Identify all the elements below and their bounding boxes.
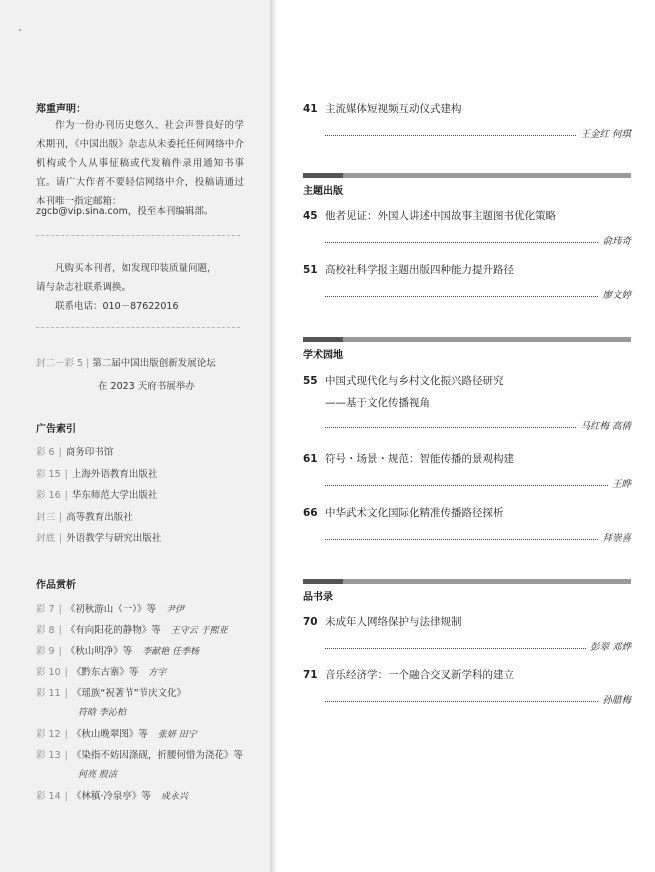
- section-header: [303, 337, 631, 361]
- art-title: 《有向阳花的静物》等: [65, 625, 161, 636]
- ad-code: 彩 6: [36, 447, 55, 458]
- section-title: 主题出版: [303, 186, 343, 197]
- art-title: 《染指不妨因涤砚，折腰何惜为浇花》等: [71, 750, 243, 761]
- section-header: [303, 173, 631, 197]
- article-title: 高校社科学报主题出版四种能力提升路径: [325, 264, 514, 276]
- article-title: 音乐经济学：一个融合交叉新学科的建立: [325, 669, 514, 681]
- art-artists: 何亮 殷洁: [78, 770, 117, 780]
- art-code: 彩 7: [36, 604, 55, 615]
- contact-phone: 联系电话：010－87622016: [55, 301, 179, 312]
- divider: [36, 235, 240, 236]
- left-info-column: [0, 0, 270, 872]
- section-bar: [303, 337, 631, 342]
- article-title: 中华武术文化国际化精准传播路径探析: [325, 507, 504, 519]
- list-item[interactable]: 彩 13 | 《染指不妨因涤砚，折腰何惜为浇花》等 何亮 殷洁: [36, 747, 261, 788]
- article-title: 主流媒体短视频互动仪式建构: [325, 103, 462, 115]
- list-item[interactable]: 彩 9 | 《秋山明净》等 李献艳 任季杨: [36, 643, 261, 664]
- article-title: 未成年人网络保护与法律规制: [325, 616, 462, 628]
- divider: [36, 327, 240, 328]
- art-code: 彩 10: [36, 667, 61, 678]
- list-item[interactable]: 彩 7 | 《初秋游山（一）》等 尹伊: [36, 601, 261, 622]
- toc-entry[interactable]: [303, 614, 631, 653]
- decorative-dot: [19, 29, 21, 31]
- section-header: [303, 579, 631, 603]
- list-item[interactable]: 彩 10 | 《黔东古寨》等 方宇: [36, 664, 261, 685]
- dot-leader: [325, 648, 586, 649]
- art-code: 彩 14: [36, 791, 61, 802]
- quality-line-2: 请与杂志社联系调换。: [36, 282, 132, 293]
- page-number: 41: [303, 103, 318, 115]
- list-item[interactable]: 彩 12 | 《秋山晚翠图》等 张妍 田宁: [36, 726, 261, 747]
- art-artists: 李献艳 任季杨: [142, 647, 200, 657]
- dot-leader: [325, 135, 576, 136]
- cover-ad-line-2: 在 2023 天府书展举办: [98, 381, 195, 392]
- notice-email: zgcb@vip.sina.com，投至本刊编辑部。: [36, 206, 214, 217]
- list-item[interactable]: 彩 8 | 《有向阳花的静物》等 王守云 于熙亚: [36, 622, 261, 643]
- article-subtitle: ——基于文化传播视角: [325, 397, 430, 409]
- article-author: 马红梅 高倩: [580, 421, 631, 432]
- art-artists: 方宇: [148, 668, 167, 678]
- ad-code: 彩 15: [36, 468, 61, 480]
- section-bar: [303, 173, 631, 178]
- dot-leader: [325, 427, 576, 428]
- notice-title: 郑重声明：: [36, 104, 86, 115]
- art-title: 《秋山明净》等: [65, 646, 133, 657]
- list-item[interactable]: 彩 15 | 上海外语教育出版社: [36, 466, 261, 488]
- page-number: 51: [303, 264, 318, 276]
- dot-leader: [325, 485, 608, 486]
- article-title: 他者见证：外国人讲述中国故事主题图书优化策略: [325, 210, 556, 222]
- dot-leader: [325, 701, 598, 702]
- art-code: 彩 12: [36, 729, 61, 740]
- art-title: 《黔东古寨》等: [71, 667, 139, 678]
- list-item[interactable]: 封底 | 外语教学与研究出版社: [36, 530, 261, 552]
- ad-code: 彩 16: [36, 490, 61, 501]
- art-code: 彩 13: [36, 750, 61, 761]
- article-author: 彭翠 邓烨: [589, 642, 631, 653]
- page-number: 45: [303, 210, 318, 222]
- page-spine-shadow: [270, 0, 276, 872]
- article-author: 俞玮奇: [602, 236, 631, 247]
- section-title: 品书录: [303, 592, 333, 603]
- article-author: 王晔: [611, 479, 631, 490]
- cover-ad: [36, 355, 251, 392]
- quality-line-1: 凡购买本刊者，如发现印装质量问题，: [55, 263, 217, 274]
- notice-body: 作为一份办刊历史悠久、社会声誉良好的学术期刊，《中国出版》杂志从未委托任何网络中介机构或个人从事征稿或代发稿件录用通知书事宜。请广大作者不要轻信网络中介，投稿请通过本刊唯一指定邮箱：: [36, 120, 244, 207]
- dot-leader: [325, 296, 598, 297]
- list-item[interactable]: 彩 6 | 商务印书馆: [36, 444, 261, 466]
- art-code: 彩 8: [36, 625, 55, 636]
- art-artists: 符晗 李沁柏: [78, 708, 126, 718]
- toc-entry[interactable]: [303, 451, 631, 490]
- art-title: 《林稹·冷泉亭》等: [71, 791, 151, 802]
- ad-index-list: [36, 444, 261, 552]
- list-item[interactable]: 彩 14 | 《林稹·冷泉亭》等 成永兴: [36, 788, 261, 809]
- toc-entry[interactable]: [303, 667, 631, 706]
- ad-code: 封三: [36, 511, 56, 523]
- art-title: 《秋山晚翠图》等: [71, 729, 148, 740]
- article-title: 符号・场景・规范：智能传播的景观构建: [325, 453, 514, 465]
- cover-ad-line-1: 第二届中国出版创新发展论坛: [92, 358, 216, 369]
- art-title: 《初秋游山（一）》等: [65, 604, 157, 615]
- table-of-contents: [303, 0, 633, 872]
- art-title: 《瑶族“祝著节”节庆文化》: [71, 688, 187, 699]
- ad-publisher: 上海外语教育出版社: [71, 468, 158, 480]
- article-author: 拜崇喜: [602, 533, 631, 544]
- toc-entry[interactable]: [303, 505, 631, 544]
- list-item[interactable]: 封三 | 高等教育出版社: [36, 509, 261, 531]
- quality-notice: [36, 259, 244, 316]
- dot-leader: [325, 242, 598, 243]
- page-number: 71: [303, 669, 318, 681]
- ad-publisher: 外语教学与研究出版社: [66, 533, 162, 544]
- article-author: 王金红 何琪: [580, 129, 631, 140]
- section-bar: [303, 579, 631, 584]
- page-number: 66: [303, 507, 318, 519]
- artworks-title: 作品赏析: [36, 580, 76, 591]
- ad-publisher: 商务印书馆: [65, 447, 114, 458]
- toc-entry[interactable]: [303, 262, 631, 301]
- article-title: 中国式现代化与乡村文化振兴路径研究: [325, 375, 504, 387]
- artworks-list: [36, 601, 261, 809]
- ad-publisher: 高等教育出版社: [66, 511, 133, 523]
- page-number: 70: [303, 616, 318, 628]
- separator: |: [86, 358, 90, 369]
- art-code: 彩 9: [36, 646, 55, 657]
- list-item[interactable]: 彩 16 | 华东师范大学出版社: [36, 487, 261, 509]
- art-artists: 王守云 于熙亚: [170, 626, 228, 636]
- cover-ad-code: 封二－彩 5: [36, 358, 84, 369]
- page-number: 55: [303, 375, 318, 387]
- art-artists: 张妍 田宁: [157, 730, 197, 740]
- article-author: 孙腊梅: [602, 695, 631, 706]
- ad-code: 封底: [36, 533, 56, 544]
- toc-entry[interactable]: [303, 208, 631, 247]
- list-item[interactable]: 彩 11 | 《瑶族“祝著节”节庆文化》 符晗 李沁柏: [36, 685, 261, 726]
- art-artists: 成永兴: [160, 792, 188, 802]
- ad-publisher: 华东师范大学出版社: [71, 490, 158, 501]
- art-code: 彩 11: [36, 688, 61, 699]
- page-number: 61: [303, 453, 318, 465]
- dot-leader: [325, 539, 598, 540]
- ad-index-title: 广告索引: [36, 424, 76, 435]
- article-author: 廖文婷: [602, 290, 631, 301]
- section-title: 学术园地: [303, 350, 343, 361]
- art-artists: 尹伊: [166, 605, 185, 615]
- toc-entry[interactable]: [303, 373, 631, 432]
- toc-entry[interactable]: [303, 101, 631, 140]
